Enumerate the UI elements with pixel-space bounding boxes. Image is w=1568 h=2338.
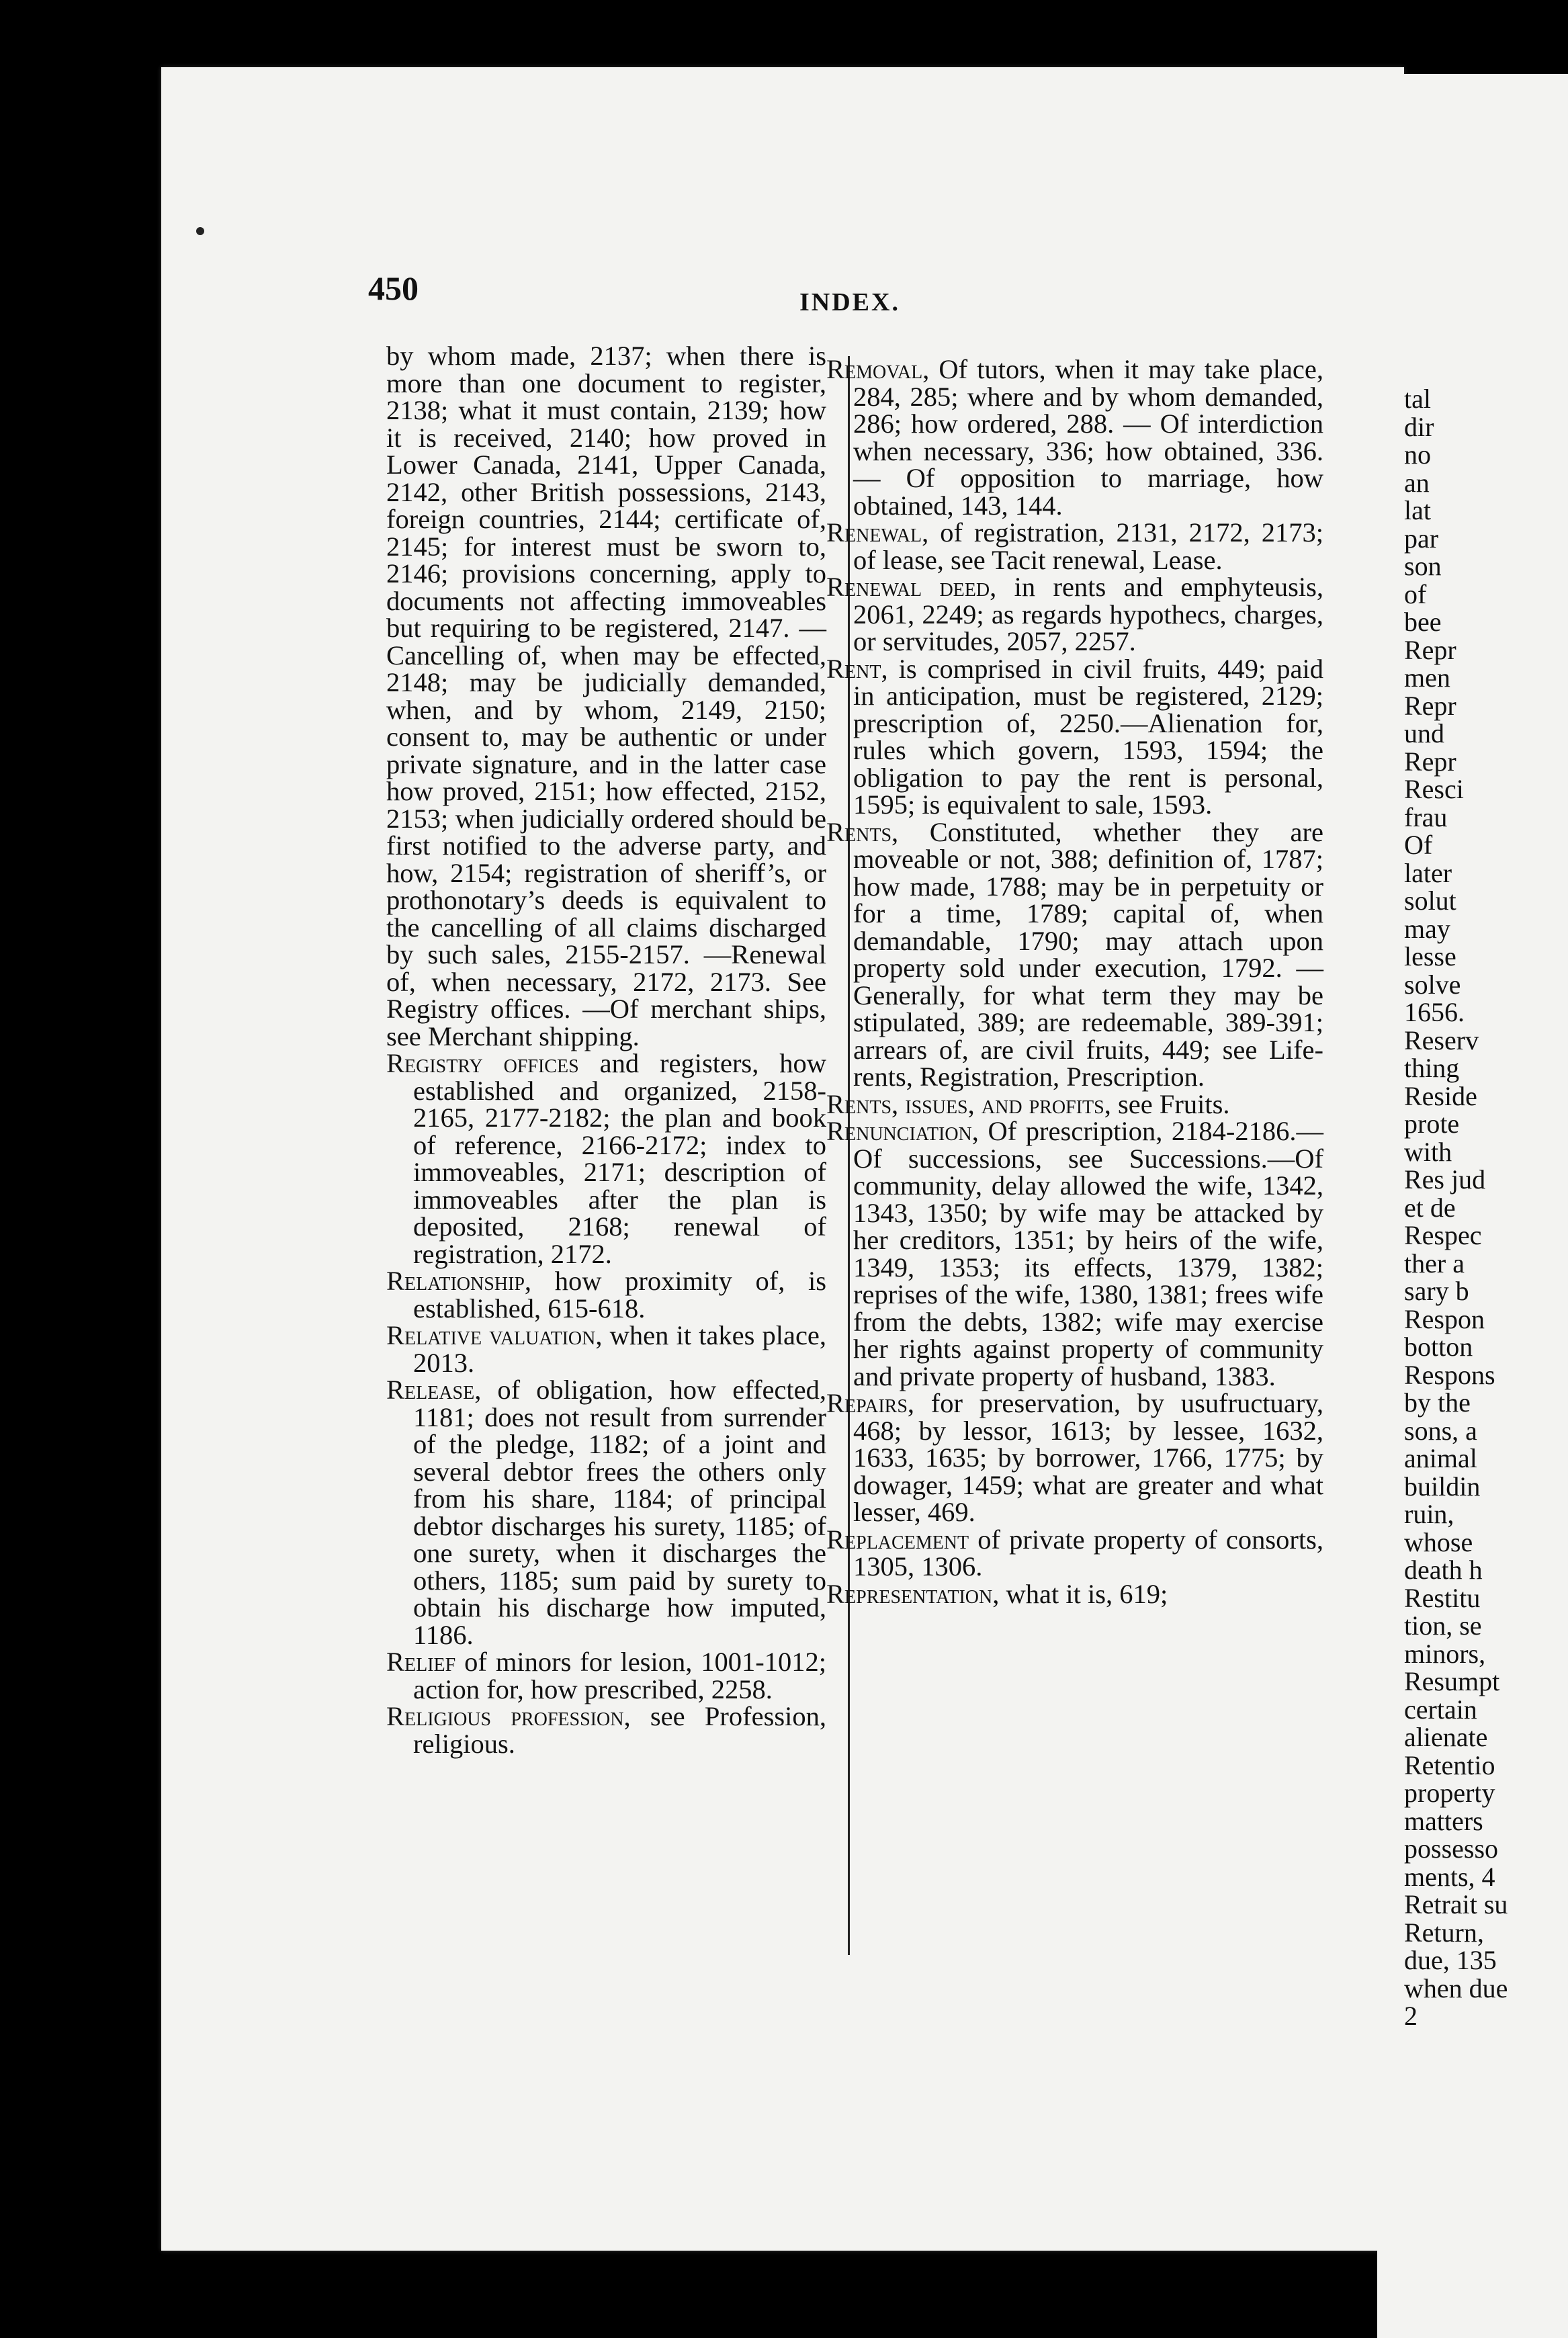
fragment-line: frau: [1404, 802, 1448, 832]
entry-heading: Renewal,: [826, 517, 929, 548]
fragment-line: certain: [1404, 1694, 1477, 1725]
fragment-line: lesse: [1404, 941, 1456, 971]
index-entry: [826, 1578, 1323, 1609]
index-entry: [826, 519, 1323, 574]
entry-text: for preservation, by usufructuary, 468; by lessor, 1613; by lessee, 1632, 1633, 1635; by borrower, 1766, 1775; by dowager, 1459; what are greater and what lesser, 469.: [853, 1388, 1324, 1527]
speck: [196, 227, 204, 235]
fragment-line: due, 135: [1404, 1945, 1497, 1975]
index-entry: [826, 1118, 1323, 1390]
index-entry: [386, 1649, 826, 1703]
fragment-line: Repr: [1404, 634, 1456, 665]
entry-text: is comprised in civil fruits, 449; paid in anticipation, must be registered, 2129; prescription of, 2250.—Alienation for, rules which govern, 1593, 1594; the obligation to pay the rent is personal, 1595; is equivalent to sale, 1593.: [853, 653, 1324, 820]
entry-text: of obligation, how effected, 1181; does not result from surrender of the pledge, 1182; of a joint and several debtor frees the others only from his share, 1184; of principal debtor discharges his surety, 1185; of one surety, when it discharges the others, 1185; sum paid by surety to obtain his discharge how imputed, 1186.: [413, 1375, 827, 1650]
index-entry: [826, 574, 1323, 656]
entry-heading: Relative valuation,: [386, 1320, 603, 1350]
fragment-line: Reserv: [1404, 1025, 1479, 1055]
entry-heading: Relief: [386, 1647, 456, 1677]
fragment-line: possesso: [1404, 1833, 1499, 1864]
fragment-line: death h: [1404, 1555, 1483, 1585]
entry-heading: Removal,: [826, 354, 930, 384]
entry-heading: Release,: [386, 1375, 482, 1405]
fragment-line: with: [1404, 1136, 1452, 1167]
fragment-line: 1656.: [1404, 997, 1465, 1027]
fragment-line: Return,: [1404, 1917, 1484, 1948]
fragment-line: alienate: [1404, 1722, 1488, 1752]
index-column-right: [826, 356, 1323, 1608]
fragment-line: dir: [1404, 411, 1434, 442]
fragment-line: prote: [1404, 1109, 1460, 1139]
entry-text: of minors for lesion, 1001-1012; action for, how prescribed, 2258.: [413, 1647, 826, 1704]
fragment-line: sary b: [1404, 1276, 1469, 1306]
fragment-line: minors,: [1404, 1638, 1486, 1669]
fragment-line: Respon: [1404, 1303, 1485, 1334]
fragment-line: animal: [1404, 1443, 1477, 1473]
fragment-line: sons, a: [1404, 1415, 1477, 1446]
fragment-line: by the: [1404, 1387, 1471, 1418]
entry-heading: Renunciation,: [826, 1116, 979, 1146]
entry-text: of private property of consorts, 1305, 1306.: [853, 1524, 1324, 1582]
index-entry: [826, 1526, 1323, 1581]
fragment-line: men: [1404, 662, 1450, 693]
entry-heading: Rents, issues, and profits,: [826, 1088, 1111, 1119]
index-entry: [386, 1050, 826, 1268]
entry-text: by whom made, 2137; when there is more than one document to register, 2138; what it must contain, 2139; how it is received, 2140; how proved in Lower Canada, 2141, Upper Canada, 2142, other British possessions, 2143, foreign countries, 2144; certificate of, 2145; for interest must be sworn to, 2146; provisions concerning, apply to documents not affecting immoveables but requiring to be registered, 2147. —Cancelling of, when may be effected, 2148; may be judicially demanded, when, and by whom, 2149, 2150; consent to, may be authentic or under private signature, and in the latter case how proved, 2151; how effected, 2152, 2153; when judicially ordered should be first notified to the adverse party, and how, 2154; registration of sheriff’s, or prothonotary’s deeds is equivalent to the cancelling of all claims discharged by such sales, 2155-2157. —Renewal of, when necessary, 2172, 2173. See Registry offices. —Of merchant ships, see Merchant shipping.: [386, 341, 826, 1051]
fragment-line: Respons: [1404, 1359, 1495, 1390]
fragment-line: of: [1404, 578, 1427, 609]
fragment-line: Res jud: [1404, 1164, 1486, 1195]
fragment-line: bee: [1404, 607, 1442, 637]
index-entry: [386, 1268, 826, 1322]
index-entry: [826, 356, 1323, 519]
entry-heading: Repairs,: [826, 1388, 915, 1418]
fragment-line: tion, se: [1404, 1610, 1482, 1641]
fragment-line: Of: [1404, 830, 1433, 860]
index-entry: [826, 816, 1323, 1092]
fragment-line: when due: [1404, 1973, 1508, 2003]
fragment-line: Reside: [1404, 1080, 1477, 1111]
index-entry: [826, 653, 1324, 820]
fragment-line: lat: [1404, 495, 1431, 525]
fragment-line: Retentio: [1404, 1749, 1495, 1780]
index-column-left: [386, 343, 826, 1758]
entry-text: Of prescription, 2184-2186.—Of successions, see Successions.—Of community, delay allowed the wife, 1342, 1343, 1350; by wife may be attacked by her creditors, 1351; by heirs of the wife, 1349, 1353; its effects, 1379, 1382; reprises of the wife, 1380, 1381; frees wife from the debts, 1382; wife may exercise her rights against property of community and private property of husband, 1383.: [853, 1116, 1323, 1391]
fragment-line: et de: [1404, 1192, 1456, 1223]
index-entry: [826, 1390, 1323, 1526]
fragment-line: ruin,: [1404, 1499, 1454, 1529]
fragment-line: solut: [1404, 885, 1456, 916]
fragment-line: no: [1404, 439, 1431, 470]
entry-text: see Fruits.: [1117, 1088, 1230, 1119]
fragment-line: solve: [1404, 969, 1461, 1000]
adjacent-page-fragment: [1377, 74, 1568, 2338]
fragment-line: matters: [1404, 1805, 1483, 1836]
index-entry: [386, 1377, 826, 1649]
entry-heading: Relationship,: [386, 1266, 532, 1296]
fragment-line: whose: [1404, 1526, 1473, 1557]
entry-text: what it is, 619;: [1006, 1578, 1168, 1609]
entry-heading: Religious profession,: [386, 1701, 631, 1731]
entry-text: how proximity of, is established, 615-618.: [413, 1266, 827, 1324]
fragment-line: later: [1404, 857, 1452, 888]
fragment-line: Resumpt: [1404, 1666, 1500, 1696]
entry-heading: Registry offices: [386, 1048, 579, 1078]
entry-heading: Replacement: [826, 1524, 969, 1555]
fragment-line: botton: [1404, 1332, 1473, 1362]
fragment-line: Restitu: [1404, 1582, 1481, 1613]
entry-heading: Rents,: [826, 816, 899, 847]
entry-text: in rents and emphyteusis, 2061, 2249; as regards hypothecs, charges, or servitudes, 2057, 2257.: [853, 572, 1324, 656]
fragment-line: Respec: [1404, 1220, 1482, 1250]
fragment-line: buildin: [1404, 1471, 1481, 1502]
entry-text: of registration, 2131, 2172, 2173; of lease, see Tacit renewal, Lease.: [853, 517, 1324, 575]
page-number: 450: [368, 269, 419, 307]
fragment-line: son: [1404, 551, 1442, 581]
fragment-line: par: [1404, 523, 1439, 554]
fragment-line: thing: [1404, 1053, 1460, 1083]
index-entry: [826, 1088, 1323, 1119]
fragment-line: property: [1404, 1778, 1495, 1808]
fragment-line: tal: [1404, 384, 1431, 414]
fragment-line: an: [1404, 467, 1430, 498]
entry-text: and registers, how established and organized, 2158-2165, 2177-2182; the plan and book of reference, 2166-2172; index to immoveables, 2171; description of immoveables after the plan is deposited, 2168; renewal of registration, 2172.: [413, 1048, 826, 1269]
fragment-line: ther a: [1404, 1248, 1465, 1279]
fragment-line: und: [1404, 718, 1444, 748]
fragment-line: ments, 4: [1404, 1861, 1495, 1892]
fragment-line: Resci: [1404, 774, 1464, 804]
entry-heading: Representation,: [826, 1578, 1000, 1609]
index-entry: [386, 1703, 826, 1758]
entry-text: see Profession, religious.: [413, 1701, 826, 1759]
fragment-line: 2: [1404, 2001, 1418, 2031]
entry-heading: Rent,: [826, 653, 888, 684]
fragment-line: Repr: [1404, 690, 1456, 721]
fragment-line: may: [1404, 913, 1450, 944]
index-entry: [386, 1322, 826, 1377]
entry-text: when it takes place, 2013.: [413, 1320, 827, 1378]
running-header: INDEX.: [799, 288, 900, 316]
entry-text: Constituted, whether they are moveable or not, 388; definition of, 1787; how made, 1788; may be in perpetuity or for a time, 1789; capital of, when demandable, 1790; may attach upon property sold under execution, 1792. —Generally, for what term they may be stipulated, 389; are redeemable, 389-391; arrears of, are civil fruits, 449; see Life-rents, Registration, Prescription.: [853, 816, 1323, 1092]
entry-text: Of tutors, when it may take place, 284, 285; where and by whom demanded, 286; how ordered, 288. — Of interdiction when necessary, 336; how obtained, 336. — Of opposition to marriage, how obtained, 143, 144.: [853, 354, 1324, 521]
fragment-line: Repr: [1404, 746, 1456, 777]
index-entry: [386, 343, 826, 1050]
entry-heading: Renewal deed,: [826, 572, 997, 602]
fragment-line: Retrait su: [1404, 1889, 1508, 1919]
